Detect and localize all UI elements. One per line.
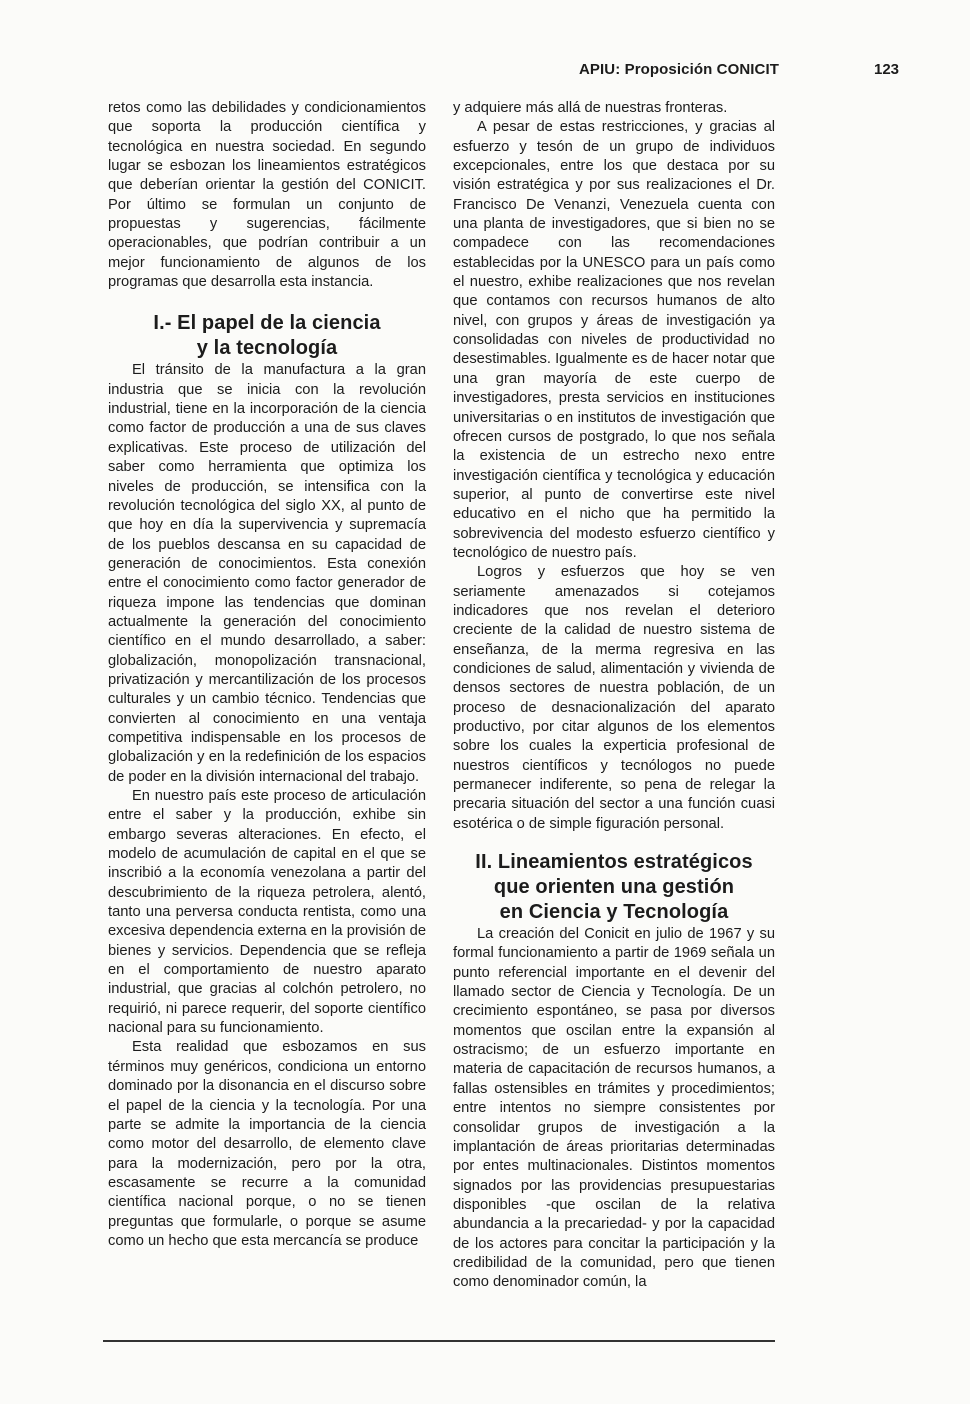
footer-rule <box>103 1340 775 1342</box>
section-2-heading-line-2: que orienten una gestión <box>493 876 735 899</box>
body-paragraph: y adquiere más allá de nuestras fronteras. <box>453 100 728 116</box>
right-column <box>453 99 775 1293</box>
body-paragraph: Logros y esfuerzos que hoy se ven seriamente amenazados si cotejamos indicadores que nos revelan el deterioro creciente de la calidad de nuestro sistema de enseñanza, de la merma regresiva en las condiciones de salud, alimentación y vivienda de densos sectores de nuestra población, de un proceso de desnacionalización del aparato productivo, por citar algunos de los elementos sobre los cuales la experticia profesional de nuestros científicos y tecnólogos no puede permanecer indiferente, so pena de relegar la precaria situación del sector a una función cuasi esotérica o de simple figuración personal. <box>453 564 775 832</box>
body-paragraph: El tránsito de la manufactura a la gran industria que se inicia con la revolución industrial, tiene en la incorporación de la ciencia como factor de producción a una de sus claves explicativas. Este proceso de utilización del saber como herramienta que optimiza los niveles de producción, se intensifica con la revolución tecnológica del siglo XX, al punto de que hoy en día la supervivencia y supremacía de los pueblos descansa en su capacidad de generación de conocimientos. Esta conexión entre el conocimiento como factor generador de riqueza impone las tendencias que dominan actualmente la generación del conocimiento científico en el mundo desarrollado, a saber: globalización, monopolización transnacional, privatización y mercantilización de los procesos culturales y un cambio técnico. Tendencias que convierten al conocimiento en una ventaja competitiva indispensable en los procesos de globalización y en la redefinición de los espacios de poder en la división internacional del trabajo. <box>108 362 426 785</box>
section-2-heading-line-1: II. Lineamientos estratégicos <box>475 851 753 874</box>
intro-paragraph: retos como las debilidades y condicionamientos que soporta la producción científica y tecnológica en nuestra sociedad. En segundo lugar se esbozan los lineamientos estratégicos que deberían orientar la gestión del CONICIT. Por último se formulan un conjunto de propuestas y sugerencias, fácilmente operacionables, que podrían contribuir a un mejor funcionamiento de algunos de los programas que desarrolla esta instancia. <box>108 100 426 291</box>
section-1-heading <box>108 311 426 361</box>
section-2-heading <box>453 850 775 925</box>
body-paragraph: En nuestro país este proceso de articulación entre el saber y la producción, exhibe sin embargo severas alteraciones. En efecto, el modelo de acumulación de capital en el que se inscribió a la economía venezolana a partir del descubrimiento de la riqueza petrolera, alentó, tanto una perversa conducta rentista, como una excesiva dependencia externa en la provisión de bienes y servicios. Dependencia que se refleja en el comportamiento de nuestro aparato industrial, que gracias al colchón petrolero, no requirió, ni parece requerir, del soporte científico nacional para su funcionamiento. <box>108 788 426 1037</box>
body-paragraph: A pesar de estas restricciones, y gracias al esfuerzo y tesón de un grupo de individuos excepcionales, entre los que destaca por su visión estratégica y por sus realizaciones el Dr. Francisco De Venanzi, Venezuela cuenta con una planta de investigadores, que si bien no se compadece con las recomendaciones establecidas por la UNESCO para un país como el nuestro, exhibe realizaciones que nos revelan que contamos con recursos humanos de alto nivel, con grupos y áreas de investigación ya consolidadas con niveles de productividad no desestimables. Igualmente es de hacer notar que una gran mayoría de este cuerpo de investigadores, presta servicios en instituciones universitarias o en institutos de investigación que ofrecen cursos de postgrado, lo que nos señala la existencia de un estrecho nexo entre investigación científica y tecnológica y educación superior, al punto de convertirse este nivel educativo en el nicho que ha permitido la sobrevivencia del modesto esfuerzo científico y tecnológico de nuestro país. <box>453 119 775 561</box>
section-2-heading-line-3: en Ciencia y Tecnología <box>499 901 729 924</box>
section-1-heading-line-1: I.- El papel de la ciencia <box>153 312 381 335</box>
section-1-heading-line-2: y la tecnología <box>196 337 338 360</box>
page-number: 123 <box>874 61 900 78</box>
running-title: APIU: Proposición CONICIT <box>579 61 780 78</box>
left-column <box>108 99 426 1251</box>
body-paragraph: Esta realidad que esbozamos en sus términos muy genéricos, condiciona un entorno dominado por la disonancia en el discurso sobre el papel de la ciencia y la tecnología. Por una parte se admite la importancia de la ciencia como motor del desarrollo, de elemento clave para la modernización, pero por la otra, escasamente se recurre a la comunidad científica nacional porque, o no se tienen preguntas que formularle, o porque se asume como un hecho que esta mercancía se produce <box>108 1039 426 1249</box>
body-paragraph: La creación del Conicit en julio de 1967 y su formal funcionamiento a partir de 1969 señala un punto referencial importante en el devenir del llamado sector de Ciencia y Tecnología. De un crecimiento espontáneo, se pasa por diversos momentos que oscilan entre la expansión al ostracismo; de un esfuerzo importante en materia de capacitación de recursos humanos, a fallas ostensibles en trámites y procedimientos; entre intentos no siempre consistentes por consolidar grupos de investigación a la implantación de áreas prioritarias determinadas por entes multinacionales. Distintos momentos signados por las providencias presupuestarias disponibles -que oscilan de la relativa abundancia a la precariedad- y por la capacidad de los actores para concitar la participación y la credibilidad de la comunidad, pero que tienen como denominador común, la <box>453 926 775 1291</box>
